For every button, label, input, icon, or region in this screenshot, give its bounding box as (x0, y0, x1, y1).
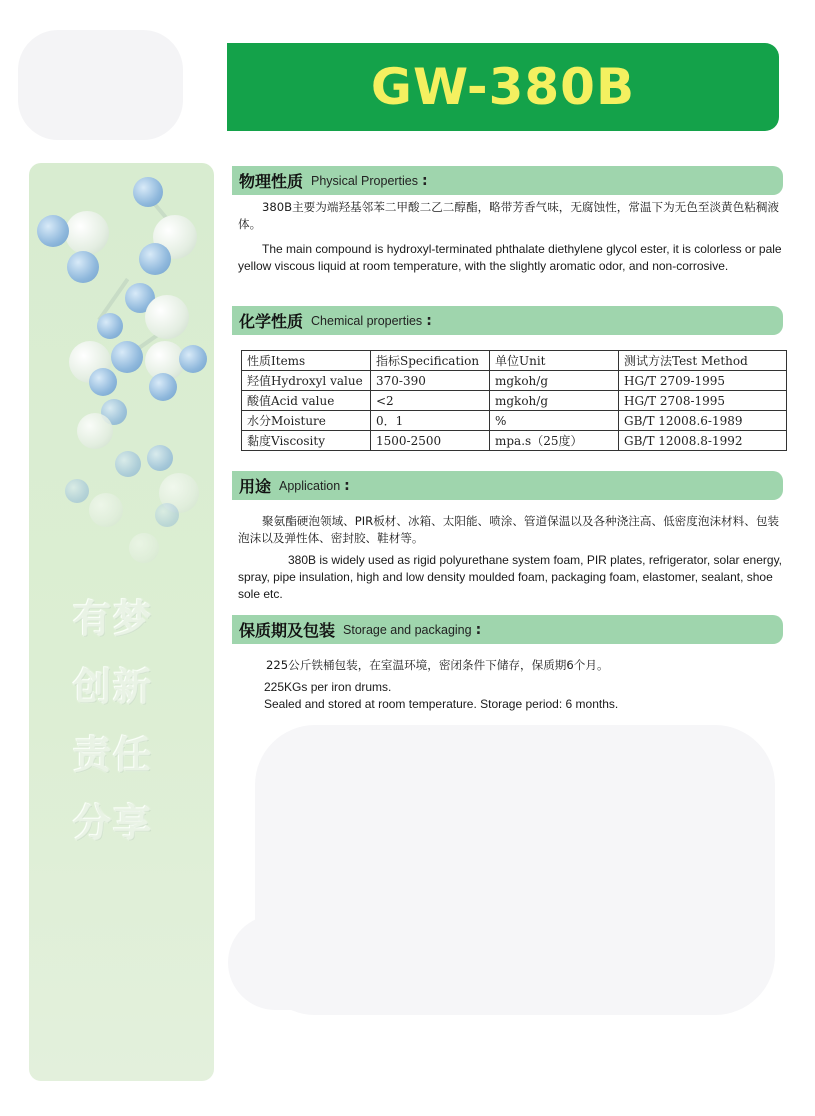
background-haze (228, 915, 528, 1010)
table-cell: mpa.s（25度） (490, 431, 619, 451)
section-colon: : (475, 621, 482, 638)
molecule-atom (97, 313, 123, 339)
section-title-cn: 物理性质 (239, 172, 304, 191)
table-cell: 370-390 (371, 371, 490, 391)
product-title: GW-380B (370, 58, 636, 116)
table-cell: 水分Moisture (242, 411, 371, 431)
slogan-line: 有梦 (73, 597, 154, 641)
section-colon: : (422, 172, 428, 189)
section-header-chemical (232, 306, 783, 335)
table-cell: 1500-2500 (371, 431, 490, 451)
table-row (242, 391, 787, 411)
table-header-cell: 单位Unit (490, 351, 619, 371)
table-cell: <2 (371, 391, 490, 411)
storage-desc-cn: 225公斤铁桶包装，在室温环境，密闭条件下储存，保质期6个月。 (266, 658, 609, 672)
physical-desc-en: The main compound is hydroxyl-terminated phthalate diethylene glycol ester, it is colorless or pale yellow viscous liquid at room temperature, with the slightly aromatic odor, and non-corrosive. (238, 242, 782, 273)
table-header-cell: 指标Specification (371, 351, 490, 371)
physical-desc-cn: 380B主要为端羟基邻苯二甲酸二乙二醇酯，略带芳香气味，无腐蚀性，常温下为无色至淡黄色粘稠液体。 (238, 200, 780, 231)
table-cell: % (490, 411, 619, 431)
section-title-en: Physical Properties (311, 173, 419, 188)
decorative-sidebar (29, 163, 214, 1081)
section-title-cn: 用途 (239, 477, 272, 496)
table-row (242, 431, 787, 451)
table-header-cell: 测试方法Test Method (619, 351, 787, 371)
table-header-cell: 性质Items (242, 351, 371, 371)
slogan-line: 责任 (73, 733, 154, 777)
molecule-atom (67, 251, 99, 283)
molecule-atom (111, 341, 143, 373)
molecule-atom (65, 479, 89, 503)
background-smudge (18, 30, 183, 140)
table-cell: GB/T 12008.6-1989 (619, 411, 787, 431)
section-header-storage (232, 615, 783, 644)
molecule-atom (89, 368, 117, 396)
table-cell: 0．1 (371, 411, 490, 431)
application-desc-en: 380B is widely used as rigid polyurethane system foam, PIR plates, refrigerator, solar energy, spray, pipe insulation, high and low density moulded foam, packaging foam, elastomer, sealant, shoe sole etc. (238, 553, 783, 601)
molecule-atom (133, 177, 163, 207)
section-title-cn: 保质期及包装 (239, 621, 336, 640)
molecule-atom (149, 373, 177, 401)
storage-line1-en: 225KGs per iron drums. (264, 680, 392, 694)
molecule-atom (155, 503, 179, 527)
storage-line2-en: Sealed and stored at room temperature. Storage period: 6 months. (264, 697, 619, 711)
table-cell: 黏度Viscosity (242, 431, 371, 451)
slogan-line: 创新 (73, 665, 154, 709)
molecule-atom (37, 215, 69, 247)
section-header-physical (232, 166, 783, 195)
section-title-en: Application (279, 478, 341, 493)
section-colon: : (344, 477, 350, 494)
table-cell: GB/T 12008.8-1992 (619, 431, 787, 451)
table-cell: 酸值Acid value (242, 391, 371, 411)
section-header-application (232, 471, 783, 500)
molecule-atom (139, 243, 171, 275)
molecule-atom (147, 445, 173, 471)
molecule-atom (65, 211, 109, 255)
table-cell: 羟值Hydroxyl value (242, 371, 371, 391)
section-title-en: Chemical properties (311, 313, 423, 328)
molecule-atom (89, 493, 123, 527)
section-colon: : (426, 312, 432, 329)
table-cell: mgkoh/g (490, 371, 619, 391)
table-cell: HG/T 2708-1995 (619, 391, 787, 411)
section-title-cn: 化学性质 (239, 312, 304, 331)
table-row (242, 411, 787, 431)
application-desc-cn: 聚氨酯硬泡领域、PIR板材、冰箱、太阳能、喷涂、管道保温以及各种浇注高、低密度泡沫材料、包装泡沫以及弹性体、密封胶、鞋材等。 (238, 514, 780, 545)
chemical-properties-table (241, 350, 787, 451)
table-cell: HG/T 2709-1995 (619, 371, 787, 391)
table-cell: mgkoh/g (490, 391, 619, 411)
molecule-atom (115, 451, 141, 477)
molecule-atom (145, 295, 189, 339)
table-header-row (242, 351, 787, 371)
slogan-line: 分享 (73, 801, 154, 845)
molecule-atom (77, 413, 113, 449)
section-title-en: Storage and packaging (343, 622, 472, 637)
molecule-atom (179, 345, 207, 373)
molecule-atom (129, 533, 159, 563)
table-row (242, 371, 787, 391)
title-banner (227, 43, 779, 131)
